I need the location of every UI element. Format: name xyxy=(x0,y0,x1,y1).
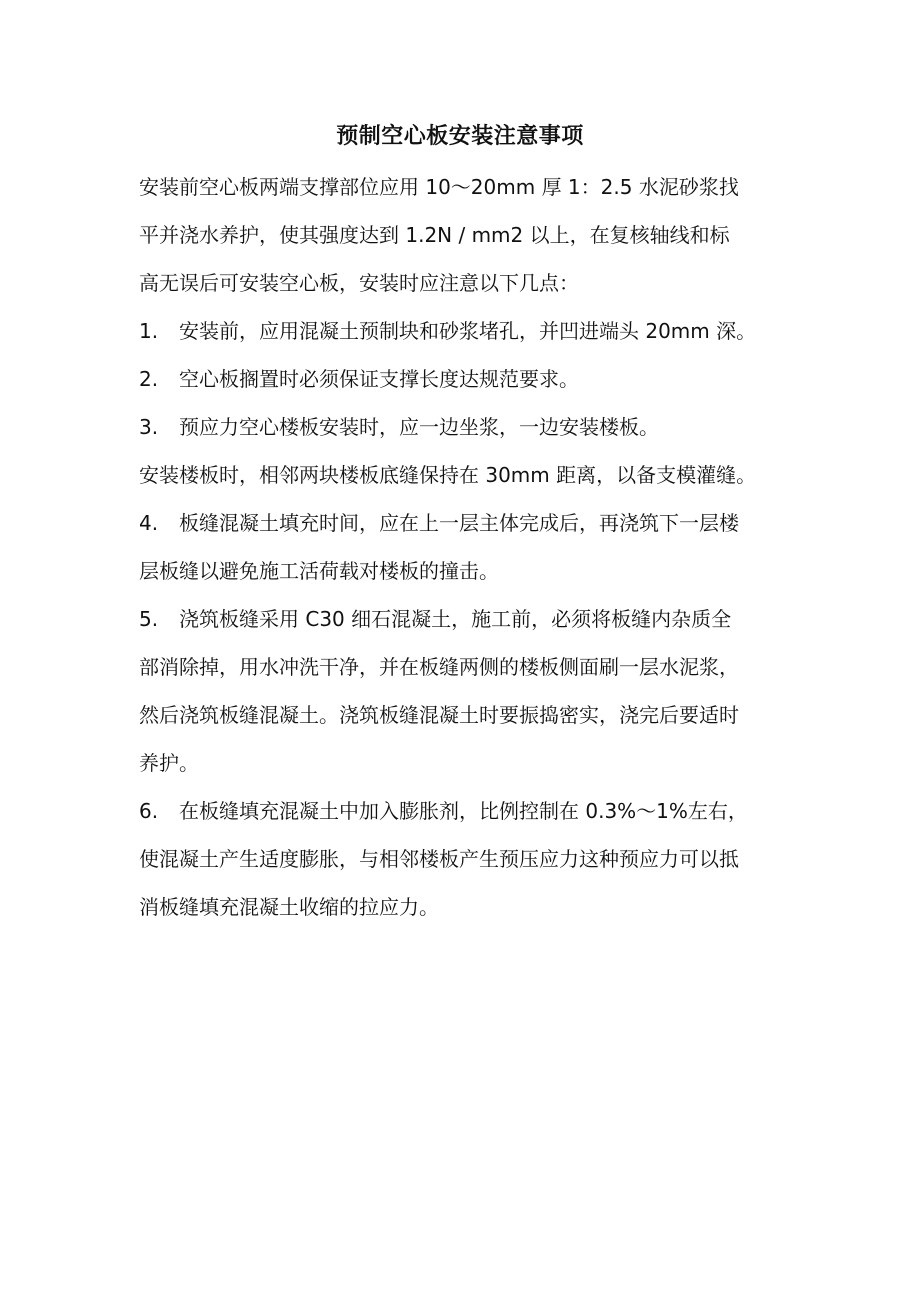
list-item-5 xyxy=(139,604,819,634)
list-number: 6. xyxy=(139,799,159,823)
line-text: 安装前，应用混凝土预制块和砂浆堵孔，并凹进端头 20mm 深。 xyxy=(179,319,757,343)
line-text: 在板缝填充混凝土中加入膨胀剂，比例控制在 0.3%～1%左右， xyxy=(179,799,748,823)
list-number: 5. xyxy=(139,607,159,631)
line-text: 安装前空心板两端支撑部位应用 10～20mm 厚 1：2.5 水泥砂浆找 xyxy=(139,175,739,199)
body-line xyxy=(139,652,819,682)
list-item-1 xyxy=(139,316,819,346)
line-text: 高无误后可安装空心板，安装时应注意以下几点： xyxy=(139,271,579,295)
body-line xyxy=(139,892,819,922)
list-number: 1. xyxy=(139,319,159,343)
list-item-6 xyxy=(139,796,819,826)
body-line xyxy=(139,220,819,250)
body-line xyxy=(139,172,819,202)
line-text: 部消除掉，用水冲洗干净，并在板缝两侧的楼板侧面刷一层水泥浆， xyxy=(139,655,739,679)
body-line xyxy=(139,460,819,490)
line-text: 板缝混凝土填充时间，应在上一层主体完成后，再浇筑下一层楼 xyxy=(179,511,739,535)
line-text: 消板缝填充混凝土收缩的拉应力。 xyxy=(139,895,439,919)
line-text: 安装楼板时，相邻两块楼板底缝保持在 30mm 距离，以备支模灌缝。 xyxy=(139,463,757,487)
body-line xyxy=(139,748,819,778)
line-text: 平并浇水养护，使其强度达到 1.2N / mm2 以上，在复核轴线和标 xyxy=(139,223,730,247)
line-text: 预应力空心楼板安装时，应一边坐浆，一边安装楼板。 xyxy=(179,415,659,439)
body-line xyxy=(139,556,819,586)
line-text: 养护。 xyxy=(139,751,199,775)
list-item-4 xyxy=(139,508,819,538)
line-text: 层板缝以避免施工活荷载对楼板的撞击。 xyxy=(139,559,499,583)
document-title: 预制空心板安装注意事项 xyxy=(336,124,584,149)
body-line xyxy=(139,700,819,730)
list-number: 4. xyxy=(139,511,159,535)
list-number: 3. xyxy=(139,415,159,439)
line-text: 使混凝土产生适度膨胀，与相邻楼板产生预压应力这种预应力可以抵 xyxy=(139,847,739,871)
body-line xyxy=(139,844,819,874)
line-text: 浇筑板缝采用 C30 细石混凝土，施工前，必须将板缝内杂质全 xyxy=(179,607,732,631)
line-text: 空心板搁置时必须保证支撑长度达规范要求。 xyxy=(179,367,579,391)
body-line xyxy=(139,268,819,298)
list-item-2 xyxy=(139,364,819,394)
list-number: 2. xyxy=(139,367,159,391)
list-item-3 xyxy=(139,412,819,442)
line-text: 然后浇筑板缝混凝土。浇筑板缝混凝土时要振捣密实，浇完后要适时 xyxy=(139,703,739,727)
